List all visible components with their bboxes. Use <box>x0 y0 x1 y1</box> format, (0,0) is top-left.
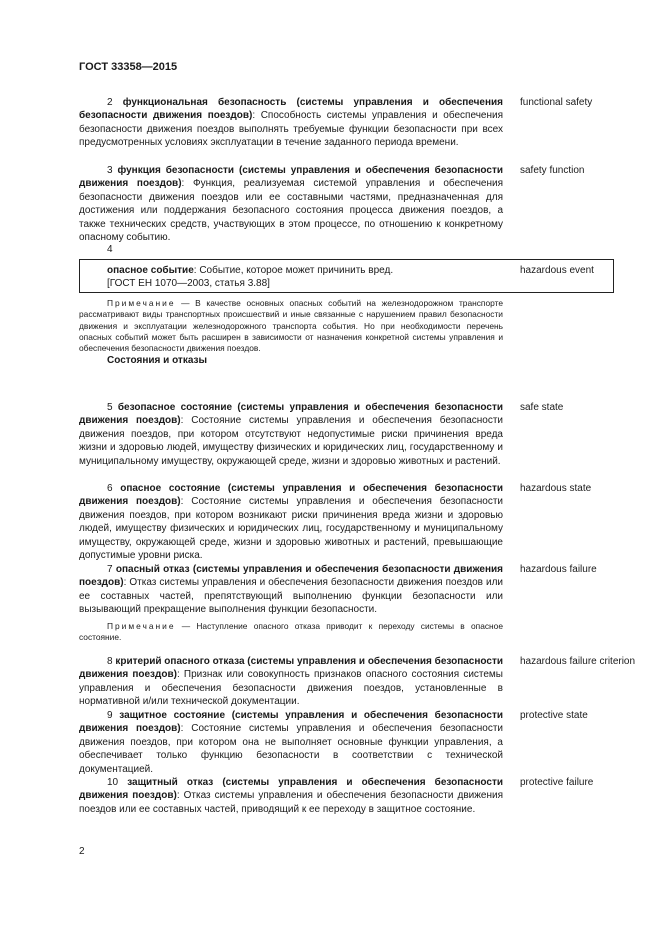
note-text: — В качестве основных опасных событий на железнодорожном транспорте рассматривают виды транспортных происшествий и иные связанные с нарушением правил безопасности движения и эксплуатации железнодорожного транспорта события. Но при необходимости перечень опасных событий может быть расширен в зависимости от назначения конкретной системы управления и обеспечения безопасности движения поездов. <box>79 298 503 354</box>
entry-term: функция безопасности (системы управления и обеспечения безопасности движения поездов) <box>79 165 504 190</box>
section-title: Состояния и отказы <box>107 355 208 366</box>
english-term: protective state <box>520 710 588 721</box>
note <box>79 621 503 644</box>
note-text: — Наступление опасного отказа приводит к переходу системы в опасное состояние. <box>79 621 503 643</box>
entry-term: опасный отказ (системы управления и обеспечения безопасности движения поездов) <box>79 564 503 589</box>
entry-term: критерий опасного отказа (системы управления и обеспечения безопасности движения поездов) <box>79 656 503 681</box>
entry-definition: : Состояние системы управления и обеспечения безопасности движения поездов, при котором отсутствуют недопустимые риски причинения вреда жизни и здоровью людей, имуществу физических и юридических лиц, государственному и муниципальному имуществу, окружающей среде, жизни и здоровью животных и растений. <box>79 415 504 467</box>
entry-number: 3 <box>107 165 113 176</box>
entry-number: 10 <box>107 777 119 788</box>
entry-number: 4 <box>107 244 113 255</box>
entry-number: 8 <box>107 656 113 667</box>
term-entry <box>79 482 503 562</box>
english-term: hazardous event <box>520 265 594 276</box>
entry-number: 2 <box>107 97 113 108</box>
entry-number: 6 <box>107 483 113 494</box>
entry-definition: : Способность системы управления и обеспечения безопасности движения поездов выполнять требуемые функции безопасности при всех предусмотренных условиях эксплуатации в течение заданного периода времени. <box>79 110 503 149</box>
entry-term: опасное событие <box>107 265 194 276</box>
entry-definition: : Событие, которое может причинить вред. <box>193 265 394 276</box>
term-entry <box>79 709 503 776</box>
english-term: hazardous failure <box>520 564 597 575</box>
entry-definition: : Состояние системы управления и обеспечения безопасности движения поездов, при котором возникают риски причинения вреда жизни и здоровью людей, имуществу физических и юридических лиц, государственному и муниципальному имуществу, окружающей среде, жизни и здоровью животных и растений, превышающие допустимые уровни риска. <box>79 496 504 562</box>
entry-number: 7 <box>107 564 113 575</box>
entry-reference: [ГОСТ ЕН 1070—2003, статья 3.88] <box>107 278 270 290</box>
entry-definition: : Функция, реализуемая системой управления и обеспечения безопасности движения поездов или ее составными частями, предназначенная для достижения или поддержания безопасного состояния процесса движения поездов, а также технических средств, участвующих в этом процессе, по отношению к конкретному опасному событию. <box>79 178 503 244</box>
entry-term: безопасное состояние (системы управления и обеспечения безопасности движения поездов) <box>79 402 504 427</box>
english-term: protective failure <box>520 777 594 788</box>
page-number: 2 <box>79 846 85 857</box>
term-entry <box>79 776 503 816</box>
entry-term: опасное состояние (системы управления и обеспечения безопасности движения поездов) <box>79 483 503 508</box>
entry-definition: : Признак или совокупность признаков опасного состояния системы управления и обеспечения безопасности движения поездов, установленные в нормативной и/или технической документации. <box>79 669 503 708</box>
entry-number: 5 <box>107 402 113 413</box>
english-term: safe state <box>520 402 564 413</box>
entry-term: защитный отказ (системы управления и обеспечения безопасности движения поездов) <box>79 777 503 802</box>
english-term: hazardous state <box>520 483 592 494</box>
entry-term: функциональная безопасность (системы управления и обеспечения безопасности движения поездов) <box>79 97 503 122</box>
entry-definition: : Состояние системы управления и обеспечения безопасности движения поездов, при котором она не выполняет основные функции управления, а обеспечивает только функцию безопасности в соответствии с технической документацией. <box>79 723 504 775</box>
entry-definition: : Отказ системы управления и обеспечения безопасности движения поездов или ее составных частей, препятствующий выполнению функции безопасности или вызывающий прекращение выполнения функции безопасности. <box>79 577 503 616</box>
note-label: Примечание <box>107 298 176 308</box>
term-entry <box>79 401 503 468</box>
english-term: safety function <box>520 165 585 176</box>
document-code: ГОСТ 33358—2015 <box>79 61 178 73</box>
term-entry <box>79 264 503 291</box>
english-term: functional safety <box>520 97 593 108</box>
term-entry <box>79 563 503 617</box>
entry-number: 9 <box>107 710 113 721</box>
note <box>79 298 503 354</box>
term-entry <box>79 96 503 150</box>
english-term: hazardous failure criterion <box>520 656 636 667</box>
note-label: Примечание <box>107 621 176 631</box>
term-entry <box>79 164 503 244</box>
entry-term: защитное состояние (системы управления и обеспечения безопасности движения поездов) <box>79 710 504 735</box>
entry-definition: : Отказ системы управления и обеспечения безопасности движения поездов или ее составных частей, приводящий к ее переходу в защитное состояние. <box>79 790 503 815</box>
term-entry <box>79 655 503 709</box>
